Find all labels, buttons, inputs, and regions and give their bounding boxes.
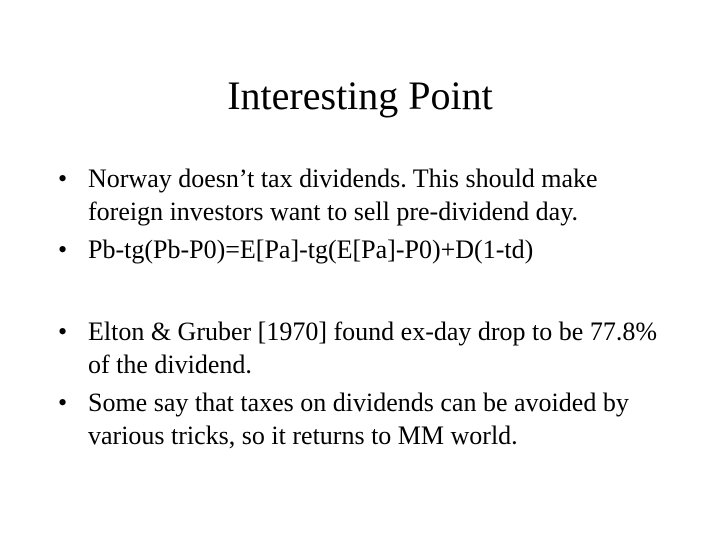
bullet-dot-icon: • (58, 164, 68, 193)
bullet-text: Norway doesn’t tax dividends. This should make foreign investors want to sell pre-dividend day. (88, 164, 598, 226)
bullet-item (58, 386, 678, 452)
bullet-dot-icon: • (58, 317, 68, 346)
bullet-text: Some say that taxes on dividends can be avoided by various tricks, so it returns to MM world. (88, 388, 629, 450)
bullet-dot-icon: • (58, 388, 68, 417)
bullet-text: Pb-tg(Pb-P0)=E[Pa]-tg(E[Pa]-P0)+D(1-td) (88, 235, 534, 264)
bullet-text: Elton & Gruber [1970] found ex-day drop to be 77.8% of the dividend. (88, 317, 657, 379)
bullet-item (58, 233, 678, 266)
bullet-item (58, 315, 678, 381)
slide-title: Interesting Point (227, 73, 493, 118)
bullet-list (58, 162, 678, 457)
bullet-item (58, 162, 678, 228)
bullet-dot-icon: • (58, 235, 68, 264)
